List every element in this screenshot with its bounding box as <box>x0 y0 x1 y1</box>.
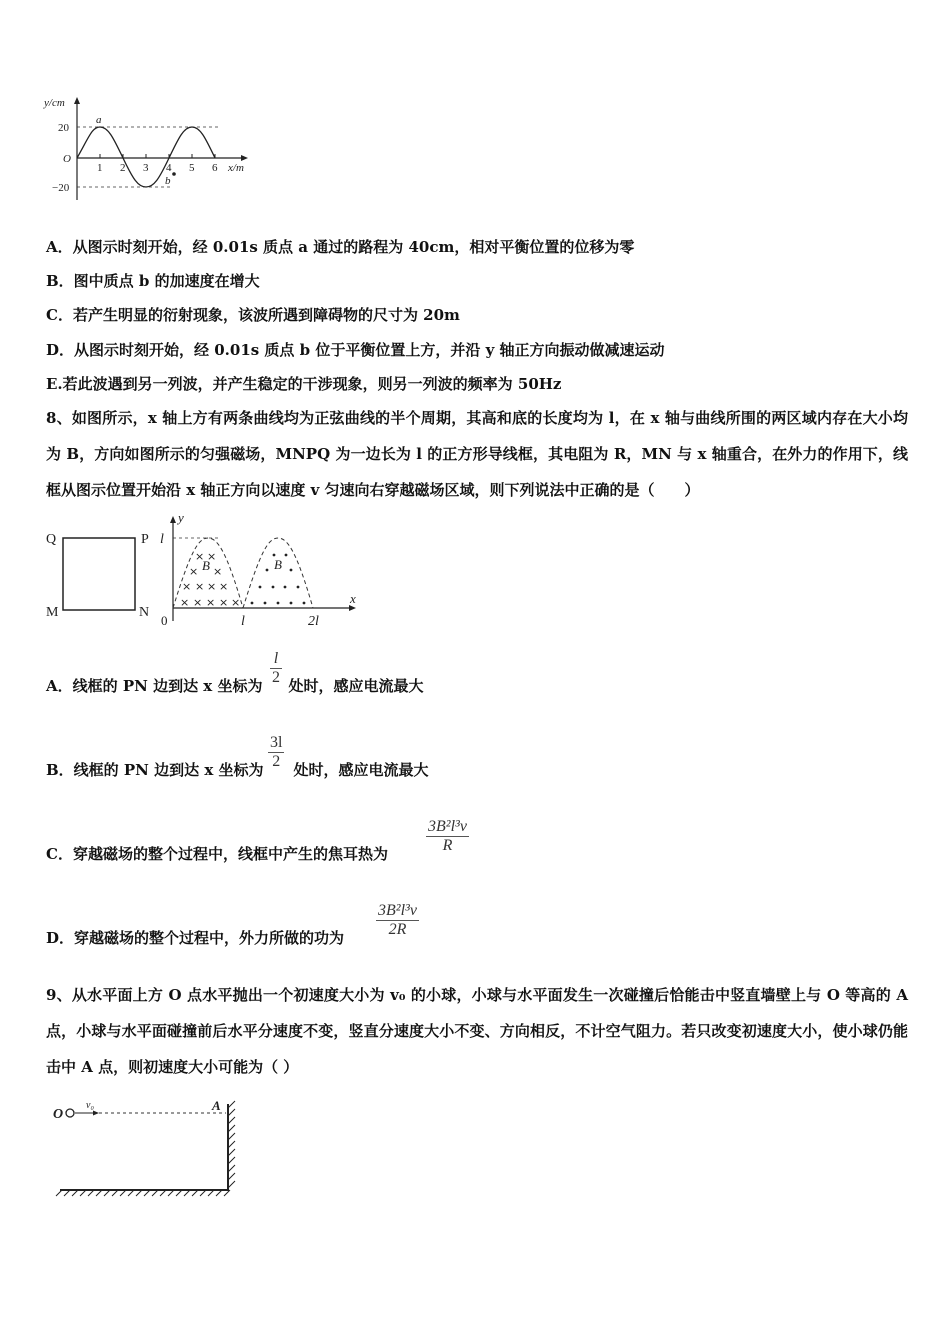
svg-text:×: × <box>180 596 190 609</box>
svg-text:×: × <box>193 596 203 609</box>
q8-option-d-fraction <box>376 902 419 939</box>
y-axis-label: y/cm <box>44 97 65 109</box>
q8-option-c-text: C．穿越磁场的整个过程中，线框中产生的焦耳热为 <box>46 845 388 863</box>
svg-text:×: × <box>207 550 217 563</box>
q8-option-c <box>46 843 388 864</box>
svg-text:×: × <box>195 580 205 593</box>
x-axis-label: x/m <box>228 162 244 174</box>
svg-text:×: × <box>206 596 216 609</box>
point-a-label: a <box>96 114 102 126</box>
q8-l-axis-label: l <box>160 532 164 547</box>
q8-option-d <box>46 927 344 948</box>
origin-label: O <box>63 153 71 165</box>
svg-text:×: × <box>231 596 241 609</box>
q8-option-a <box>46 675 423 696</box>
label-A: A <box>212 1098 221 1113</box>
point-b-label: b <box>165 175 171 187</box>
q8-option-b-suffix: 处时，感应电流最大 <box>293 761 429 779</box>
q7-option-d: D．从图示时刻开始，经 0.01s 质点 b 位于平衡位置上方，并沿 y 轴正方向振动做减速运动 <box>46 341 665 359</box>
q8-B1-label: B <box>202 558 210 573</box>
field-into-page-markers <box>180 550 240 609</box>
wave-graph <box>40 92 260 204</box>
label-P: P <box>141 532 149 547</box>
q7-option-a: A．从图示时刻开始，经 0.01s 质点 a 通过的路程为 40cm，相对平衡位置的位移为零 <box>46 238 635 256</box>
x-tick-1: 1 <box>97 162 103 174</box>
q8-b-numerator: 3l <box>270 734 283 751</box>
q8-option-d-text: D．穿越磁场的整个过程中，外力所做的功为 <box>46 929 345 947</box>
svg-text:×: × <box>219 596 229 609</box>
label-Q: Q <box>46 532 57 547</box>
q9-figure <box>50 1096 250 1200</box>
q8-d-numerator: 3B²l³v <box>378 902 417 919</box>
label-v0: v₀ <box>86 1100 94 1111</box>
point-b-marker <box>172 172 176 176</box>
svg-text:×: × <box>195 550 205 563</box>
q9-stem: 9、从水平面上方 O 点水平抛出一个初速度大小为 v₀ 的小球，小球与水平面发生一次碰撞后恰能击中竖直墙壁上与 O 等高的 A 点，小球与水平面碰撞前后水平分速度不变，竖直分速度大小不变、方向相反，不计空气阻力。若只改变初速度大小，使小球仍能击中 A 点，则初速度大小可能为（ ） <box>46 986 908 1076</box>
q8-option-b-fraction <box>268 734 284 771</box>
q8-option-b <box>46 759 429 780</box>
x-tick-6: 6 <box>212 162 218 174</box>
q8-option-a-fraction <box>270 650 282 687</box>
ball <box>66 1109 74 1117</box>
q8-l-tick: l <box>241 614 245 629</box>
x-tick-5: 5 <box>189 162 195 174</box>
x-tick-2: 2 <box>120 162 126 174</box>
svg-text:×: × <box>207 580 217 593</box>
q8-option-c-fraction <box>426 818 469 855</box>
svg-text:×: × <box>182 580 192 593</box>
q8-y-label: y <box>178 510 184 525</box>
q8-x-label: x <box>350 591 356 606</box>
q8-B2-label: B <box>274 557 282 572</box>
square-wire-frame <box>63 538 135 610</box>
q8-2l-tick: 2l <box>308 614 319 629</box>
q8-stem: 8、如图所示，x 轴上方有两条曲线均为正弦曲线的半个周期，其高和底的长度均为 l，在 x 轴与曲线所围的两区域内存在大小均为 B，方向如图所示的匀强磁场，MNPQ 为一边长为 l 的正方形导线框，其电阻为 R，MN 与 x 轴重合，在外力的作用下，线框从图示位置开始沿 x 轴正方向以速度 v 匀速向右穿越磁场区域，则下列说法中正确的是（ ） <box>46 409 908 499</box>
svg-text:×: × <box>213 565 223 578</box>
q8-zero-label: 0 <box>161 613 168 628</box>
x-tick-4: 4 <box>166 162 172 174</box>
q8-a-numerator: l <box>273 650 279 667</box>
q8-c-numerator: 3B²l³v <box>428 818 467 835</box>
q8-c-denominator: R <box>426 836 469 855</box>
label-O: O <box>53 1107 64 1122</box>
q7-option-e: E.若此波遇到另一列波，并产生稳定的干涉现象，则另一列波的频率为 50Hz <box>46 375 562 393</box>
q8-a-denominator: 2 <box>272 669 280 686</box>
svg-text:×: × <box>219 580 229 593</box>
x-tick-3: 3 <box>143 162 149 174</box>
svg-text:×: × <box>189 565 199 578</box>
y-tick-20: 20 <box>58 122 69 134</box>
q8-figure <box>40 508 370 633</box>
q7-option-c: C．若产生明显的衍射现象，该波所遇到障碍物的尺寸为 20m <box>46 306 460 324</box>
region-2-curve <box>243 538 313 608</box>
q8-option-a-suffix: 处时，感应电流最大 <box>288 677 424 695</box>
label-N: N <box>139 605 150 620</box>
q8-d-denominator: 2R <box>376 920 419 939</box>
y-tick-minus20: −20 <box>52 182 70 194</box>
q8-option-b-text: B．线框的 PN 边到达 x 坐标为 <box>46 761 264 779</box>
label-M: M <box>46 605 59 620</box>
q8-b-denominator: 2 <box>268 752 284 771</box>
q8-option-a-text: A．线框的 PN 边到达 x 坐标为 <box>46 677 263 695</box>
q7-option-b: B．图中质点 b 的加速度在增大 <box>46 272 260 290</box>
